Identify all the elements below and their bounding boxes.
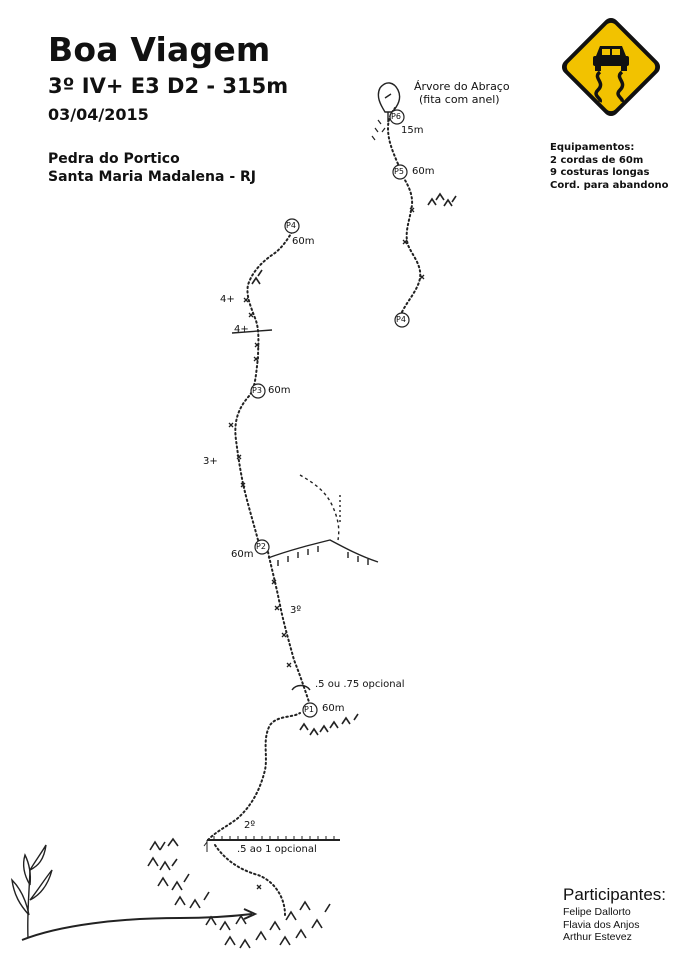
vegetation-icon (148, 194, 456, 948)
participant-name: Flavia dos Anjos (563, 918, 640, 931)
belay-length: 60m (412, 166, 435, 177)
approach-line (22, 914, 252, 940)
belay-length: 60m (268, 385, 291, 396)
belay-length: 60m (231, 549, 254, 560)
route-title: Boa Viagem (48, 30, 271, 69)
gear-note: .5 ou .75 opcional (315, 679, 405, 690)
gear-note: .5 ao 1 opcional (237, 844, 317, 855)
route-grade: 3º IV+ E3 D2 - 315m (48, 74, 289, 98)
participants-heading: Participantes: (563, 885, 666, 904)
route-date: 03/04/2015 (48, 105, 149, 124)
belay-id: P2 (256, 542, 266, 551)
grade-label: 2º (244, 820, 256, 831)
tree-label: Árvore do Abraço (414, 80, 510, 93)
belay-id: P6 (391, 112, 401, 121)
belay-id: P4 (396, 315, 406, 324)
anchor-ticks (372, 120, 385, 140)
belay-length: 60m (322, 703, 345, 714)
belay-length: 60m (292, 236, 315, 247)
grade-label: 3+ (203, 456, 218, 467)
tree-icon (12, 845, 52, 938)
grade-label: 4+ (220, 294, 235, 305)
equipment-item: Cord. para abandono (550, 179, 669, 191)
belay-circles (251, 110, 409, 717)
belay-id: P5 (394, 167, 404, 176)
belay-id: P1 (304, 705, 314, 714)
grade-label: 3º (290, 605, 302, 616)
grade-label: 4+ (234, 324, 249, 335)
equipment-item: 2 cordas de 60m (550, 154, 644, 166)
belay-length: 15m (401, 125, 424, 136)
tree-sub-label: (fita com anel) (419, 93, 500, 106)
location-crag: Pedra do Portico (48, 151, 180, 167)
equipment-item: 9 costuras longas (550, 167, 650, 178)
rock-feature (268, 475, 378, 566)
participants-list (563, 906, 639, 944)
equipment-heading: Equipamentos: (550, 142, 635, 153)
route-line (208, 108, 420, 915)
belay-id: P4 (286, 221, 296, 230)
cam-placement (292, 686, 310, 691)
participant-name: Arthur Estevez (563, 931, 632, 943)
belay-id: P3 (252, 386, 262, 395)
participant-name: Felipe Dallorto (563, 906, 631, 918)
location-city: Santa Maria Madalena - RJ (48, 169, 257, 185)
